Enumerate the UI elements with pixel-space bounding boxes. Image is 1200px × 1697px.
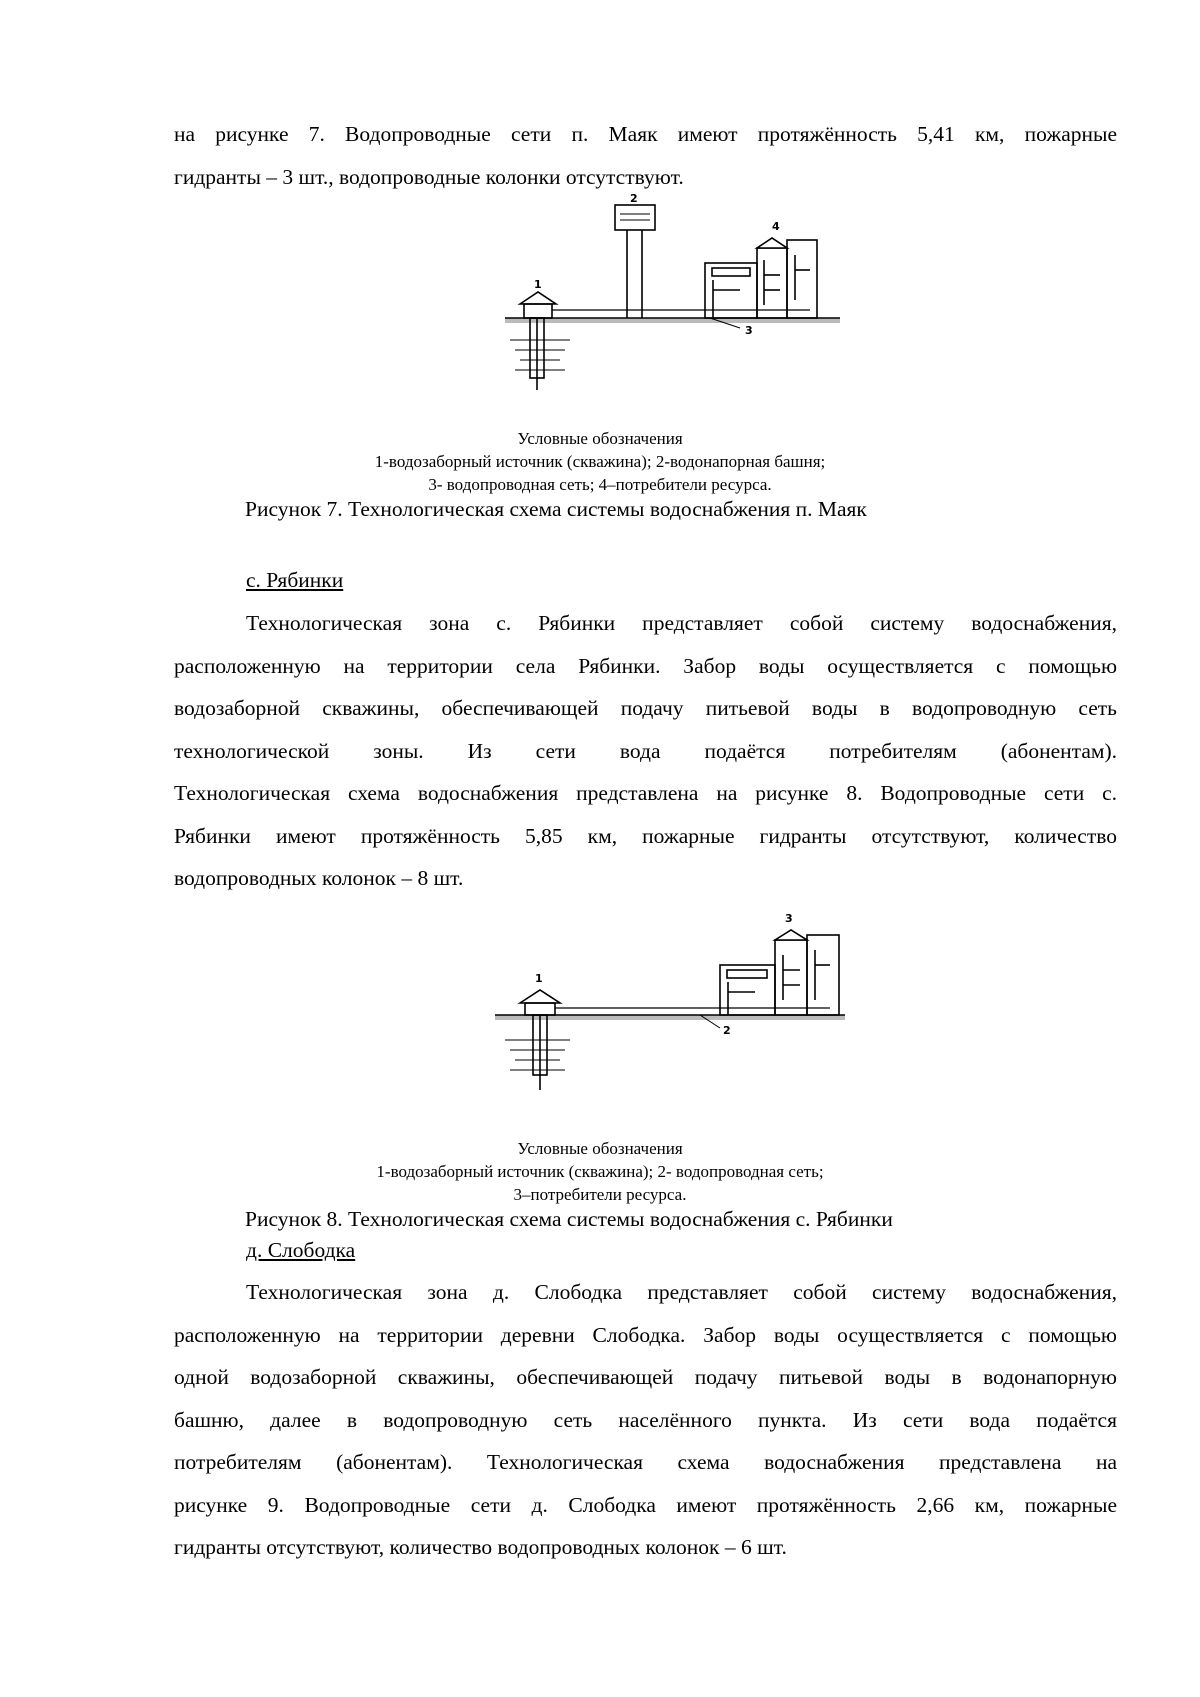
text-line: Рябинки имеют протяжённость 5,85 км, пожарные гидранты отсутствуют, количество — [174, 823, 1117, 848]
legend-title: Условные обозначения — [517, 1139, 683, 1158]
text-line: потребителям (абонентам). Технологическая схема водоснабжения представлена на — [174, 1450, 1117, 1474]
text-line: гидранты отсутствуют, количество водопроводных колонок – 6 шт. — [174, 1535, 787, 1559]
label-4: 4 — [772, 220, 780, 233]
label-3: 3 — [745, 324, 753, 337]
label-3: 3 — [785, 912, 793, 925]
label-2: 2 — [723, 1024, 731, 1037]
section-heading-slobodka: д. Слободка — [246, 1238, 356, 1262]
figure-7-legend — [300, 427, 900, 496]
label-2: 2 — [630, 192, 638, 205]
text-line: расположенную на территории села Рябинки. Забор воды осуществляется с помощью — [174, 653, 1117, 678]
figure-7-caption: Рисунок 7. Технологическая схема системы водоснабжения п. Маяк — [245, 497, 867, 521]
legend-line: 3–потребители ресурса. — [513, 1185, 687, 1204]
slobodka-paragraph — [174, 1271, 1117, 1569]
text-line: расположенную на территории деревни Слободка. Забор воды осуществляется с помощью — [174, 1322, 1117, 1347]
text-line: Технологическая схема водоснабжения представлена на рисунке 8. Водопроводные сети с. — [174, 781, 1117, 805]
text-line: рисунке 9. Водопроводные сети д. Слободка имеют протяжённость 2,66 км, пожарные — [174, 1492, 1117, 1517]
well-icon — [510, 292, 570, 390]
figure-7-diagram — [500, 192, 850, 425]
ryabinki-paragraph — [174, 602, 1117, 900]
figure-8-diagram — [490, 900, 850, 1125]
section-heading-ryabinki: с. Рябинки — [246, 568, 344, 592]
label-1: 1 — [535, 972, 543, 985]
well-icon — [505, 990, 570, 1090]
figure-8-caption: Рисунок 8. Технологическая схема системы водоснабжения с. Рябинки — [245, 1207, 893, 1231]
label-1: 1 — [534, 278, 542, 291]
consumer-buildings-icon — [720, 930, 839, 1015]
text-line: гидранты – 3 шт., водопроводные колонки отсутствуют. — [174, 164, 684, 189]
legend-title: Условные обозначения — [517, 429, 683, 448]
intro-paragraph — [174, 113, 1117, 198]
text-line: технологической зоны. Из сети вода подаётся потребителям (абонентам). — [174, 738, 1117, 763]
legend-line: 3- водопроводная сеть; 4–потребители ресурса. — [428, 475, 772, 494]
text-line: водопроводных колонок – 8 шт. — [174, 866, 464, 890]
figure-8-legend — [300, 1137, 900, 1206]
text-line: на рисунке 7. Водопроводные сети п. Маяк имеют протяжённость 5,41 км, пожарные — [174, 122, 1117, 146]
water-tower-icon — [615, 205, 655, 318]
text-line: одной водозаборной скважины, обеспечивающей подачу питьевой воды в водонапорную — [174, 1365, 1117, 1389]
text-line: водозаборной скважины, обеспечивающей подачу питьевой воды в водопроводную сеть — [174, 696, 1117, 720]
text-line: Технологическая зона с. Рябинки представляет собой систему водоснабжения, — [246, 611, 1117, 635]
legend-line: 1-водозаборный источник (скважина); 2- водопроводная сеть; — [376, 1162, 824, 1181]
text-line: Технологическая зона д. Слободка представляет собой систему водоснабжения, — [246, 1280, 1117, 1304]
consumer-buildings-icon — [705, 238, 817, 318]
legend-line: 1-водозаборный источник (скважина); 2-водонапорная башня; — [374, 452, 826, 471]
text-line: башню, далее в водопроводную сеть населённого пункта. Из сети вода подаётся — [174, 1407, 1117, 1432]
